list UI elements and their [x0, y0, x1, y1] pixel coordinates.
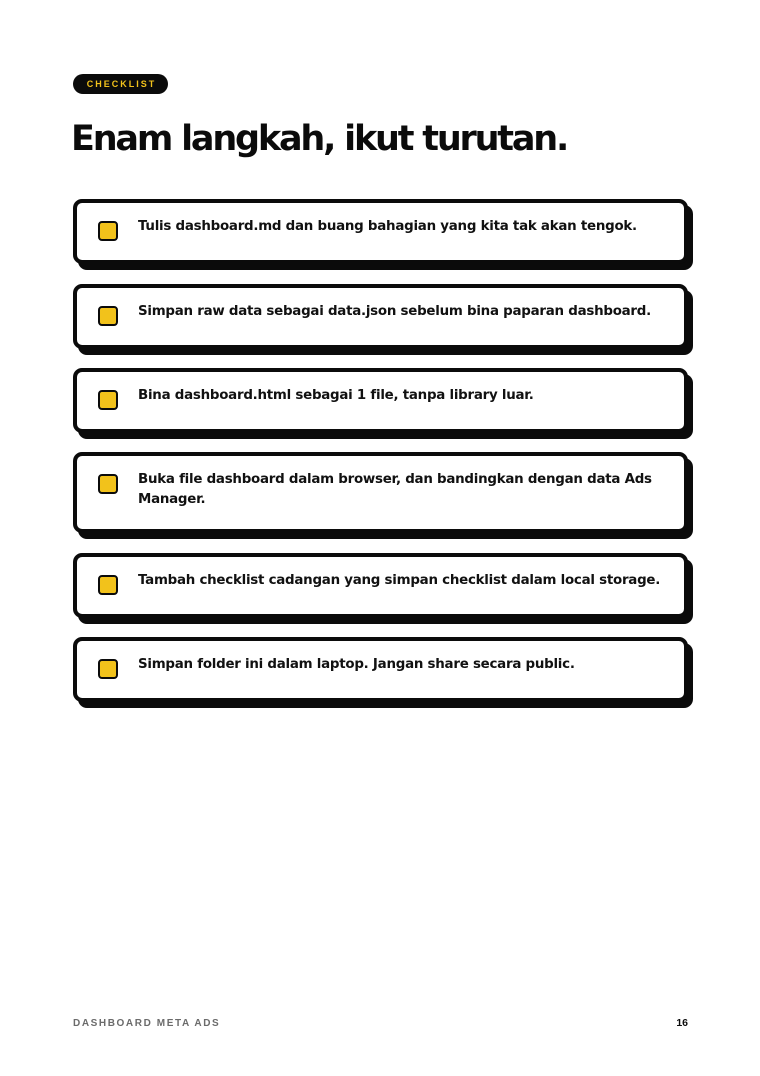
checklist-item-text: Tambah checklist cadangan yang simpan checklist dalam local storage. — [138, 573, 661, 588]
section-badge: CHECKLIST — [73, 74, 168, 94]
page-title: Enam langkah, ikut turutan. — [71, 119, 568, 159]
checkbox[interactable] — [98, 659, 118, 679]
checkbox[interactable] — [98, 390, 118, 410]
checkbox[interactable] — [98, 474, 118, 494]
checklist-item-text: Tulis dashboard.md dan buang bahagian yang kita tak akan tengok. — [138, 219, 637, 234]
checklist-item-text: Bina dashboard.html sebagai 1 file, tanpa library luar. — [138, 388, 534, 403]
checklist-item — [73, 553, 688, 618]
checkbox[interactable] — [98, 306, 118, 326]
checklist-item — [73, 637, 688, 702]
checklist-item — [73, 368, 688, 433]
checklist-item-text: Simpan folder ini dalam laptop. Jangan share secara public. — [138, 657, 575, 672]
checklist-item-text: Buka file dashboard dalam browser, dan bandingkan dengan data Ads Manager. — [138, 472, 652, 507]
checkbox[interactable] — [98, 221, 118, 241]
page-number: 16 — [676, 1017, 688, 1029]
footer-title: DASHBOARD META ADS — [73, 1018, 221, 1029]
checklist-item — [73, 284, 688, 349]
checklist-item — [73, 199, 688, 264]
checklist-item-text: Simpan raw data sebagai data.json sebelum bina paparan dashboard. — [138, 304, 651, 319]
checklist-item — [73, 452, 688, 533]
checkbox[interactable] — [98, 575, 118, 595]
